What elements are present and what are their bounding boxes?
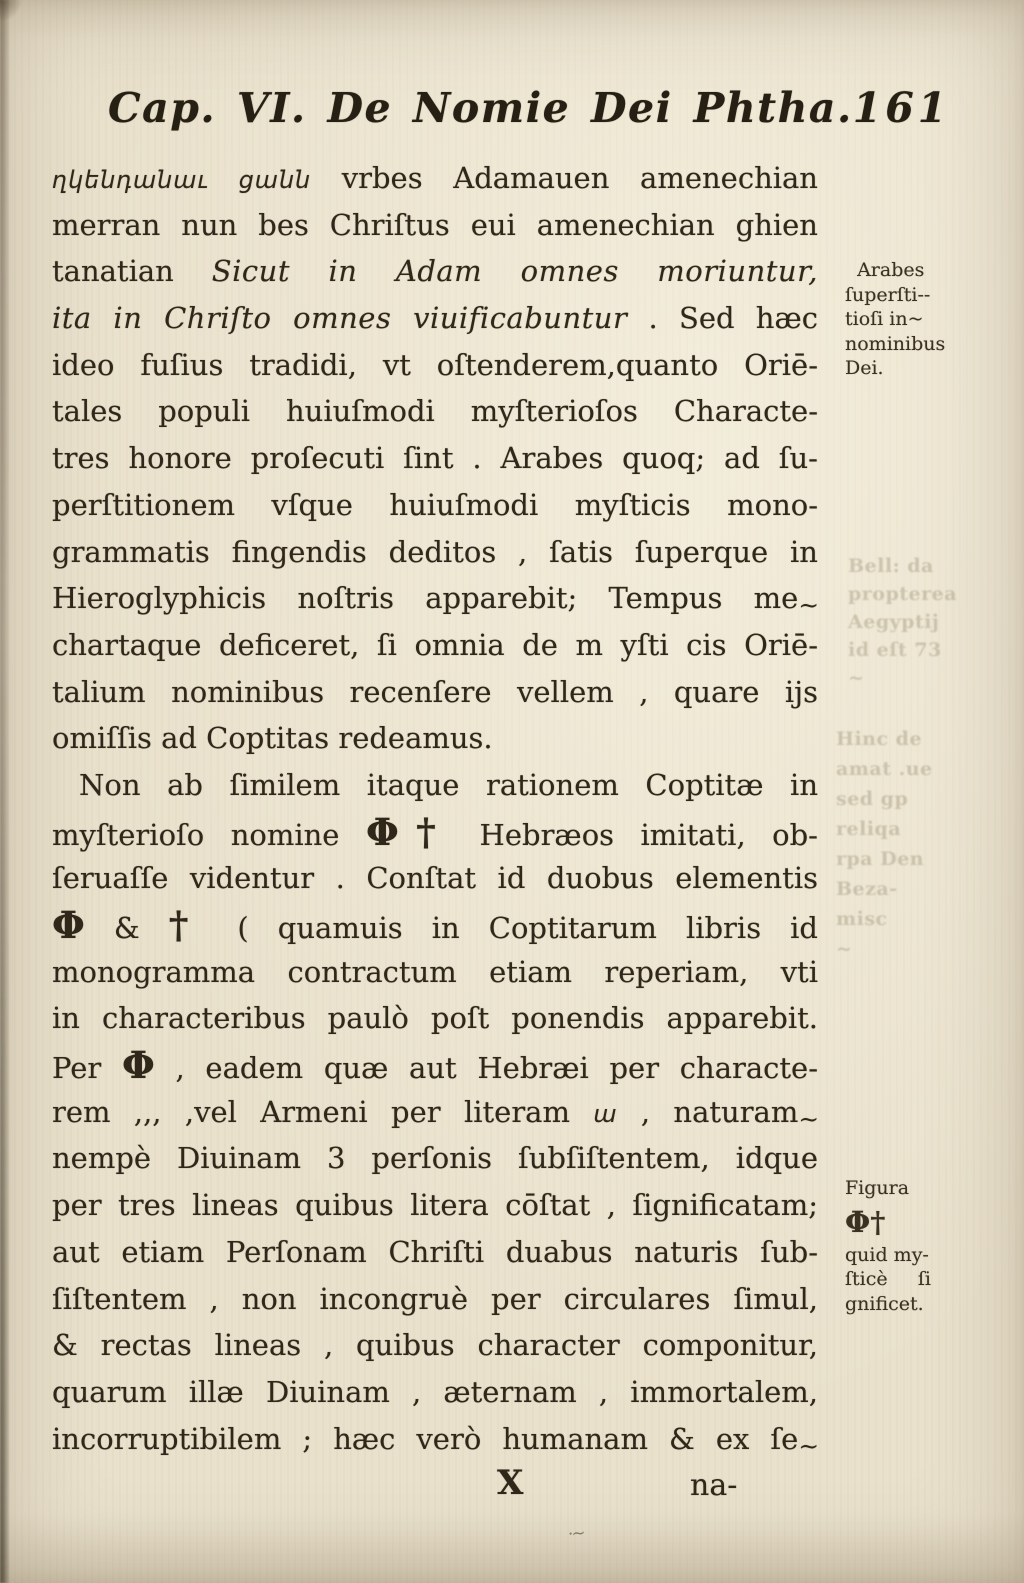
ink-smudge: ·~ bbox=[566, 1523, 585, 1545]
margin-note-line: Arabes bbox=[845, 259, 925, 281]
text-line: aut etiam Perſonam Chriſti duabus naturis ſub- bbox=[52, 1234, 818, 1269]
bleedthrough-line: ~ bbox=[848, 667, 865, 689]
text-line: perſtitionem vſque huiuſmodi myſticis mono- bbox=[52, 487, 818, 522]
page-edge-shadow bbox=[0, 0, 10, 1583]
text-line: Per Φ , eadem quæ aut Hebræi per characte- bbox=[52, 1043, 819, 1088]
signature-mark: X bbox=[497, 1463, 524, 1503]
text-line: & rectas lineas , quibus character componitur, bbox=[52, 1328, 818, 1363]
text-line: per tres lineas quibus litera cōſtat , ſignificatam; bbox=[52, 1188, 818, 1223]
text-line: chartaque deficeret, ſi omnia de m yſti cis Oriē- bbox=[52, 627, 818, 662]
text-line: grammatis fingendis deditos , ſatis ſuperque in bbox=[52, 534, 818, 569]
text-line: Hieroglyphicis noſtris apparebit; Tempus me~ bbox=[52, 581, 818, 620]
text-line: incorruptibilem ; hæc verò humanam & ex ſe~ bbox=[52, 1421, 818, 1460]
text-line: quarum illæ Diuinam , æternam , immortalem, bbox=[52, 1374, 818, 1409]
text-line: ſeruaſſe videntur . Conſtat id duobus elementis bbox=[52, 861, 818, 896]
text-line: omiſſis ad Coptitas redeamus. bbox=[52, 721, 493, 756]
margin-note-figura bbox=[845, 1176, 1017, 1316]
bleedthrough-line: Beza- bbox=[836, 878, 898, 900]
text-line: tanatian Sicut in Adam omnes moriuntur, bbox=[52, 254, 818, 289]
body-lines bbox=[52, 155, 818, 1462]
text-line: rem ,,, ,vel Armeni per literam ա , naturam~ bbox=[52, 1094, 818, 1134]
bleedthrough-block-b bbox=[836, 724, 933, 964]
bleedthrough-line: reliqa bbox=[836, 818, 902, 840]
text-line: Φ & † ( quamuis in Coptitarum libris id bbox=[52, 903, 818, 947]
text-line: ideo fuſius tradidi, vt oſtenderem,quanto Oriē- bbox=[52, 347, 818, 382]
text-line: tales populi huiuſmodi myſterioſos Characte- bbox=[52, 394, 818, 429]
page-header bbox=[108, 84, 951, 132]
text-line: Non ab ſimilem itaque rationem Coptitæ in bbox=[79, 767, 818, 802]
bleedthrough-line: ~ bbox=[836, 938, 853, 960]
text-line: monogramma contractum etiam reperiam, vti bbox=[52, 954, 818, 989]
text-line: myſterioſo nomine Φ† Hebræos imitati, ob- bbox=[52, 809, 818, 854]
bleedthrough-line: id eſt 73 bbox=[848, 639, 942, 661]
text-line: talium nominibus recenſere vellem , quare ijs bbox=[52, 674, 818, 709]
margin-note-line: quid my- bbox=[845, 1243, 929, 1266]
text-line: ſiſtentem , non incongruè per circulares ſimul, bbox=[52, 1281, 818, 1316]
bleedthrough-line: misc bbox=[836, 908, 888, 930]
margin-note-line: nominibus bbox=[845, 332, 946, 355]
text-line: nempè Diuinam 3 perſonis ſubſiſtentem, idque bbox=[52, 1141, 818, 1176]
bleedthrough-line: Bell: da bbox=[848, 555, 934, 577]
margin-note-line: tioſi in~ bbox=[845, 308, 924, 330]
bleedthrough-line: sed gp bbox=[836, 788, 909, 810]
text-line: ղկենդանաւ ցանն vrbes Adamauen amenechian bbox=[52, 161, 818, 195]
text-line: tres honore proſecuti ſint . Arabes quoq; ad ſu- bbox=[52, 441, 818, 476]
bleedthrough-line: Aegyptij bbox=[848, 611, 940, 633]
text-line: ita in Chriſto omnes viuificabuntur . Sed hæc bbox=[52, 301, 818, 336]
bleedthrough-block-a bbox=[848, 552, 957, 692]
catchword: na- bbox=[690, 1468, 738, 1503]
text-line: merran nun bes Chriſtus eui amenechian ghien bbox=[52, 207, 818, 242]
bleedthrough-line: propterea bbox=[848, 583, 958, 605]
margin-note-line: Dei. bbox=[845, 357, 884, 379]
margin-note-line: ſuperſti-- bbox=[845, 283, 931, 306]
bleedthrough-line: rpa Den bbox=[836, 848, 925, 870]
bleedthrough-line: amat .ue bbox=[836, 758, 933, 780]
page-number: 161 bbox=[852, 84, 951, 132]
margin-note-line: ſticè ſi bbox=[845, 1268, 931, 1290]
margin-note-line: Φ† bbox=[845, 1204, 886, 1239]
margin-note-arabes bbox=[845, 258, 1017, 381]
text-line: in characteribus paulò poſt ponendis apparebit. bbox=[52, 1001, 818, 1036]
chapter-heading: Cap. VI. De Nomie Dei Phtha. bbox=[108, 84, 853, 132]
bleedthrough-line: Hinc de bbox=[836, 728, 923, 750]
margin-note-line: gnificet. bbox=[845, 1292, 924, 1315]
margin-note-line: Figura bbox=[845, 1177, 910, 1199]
